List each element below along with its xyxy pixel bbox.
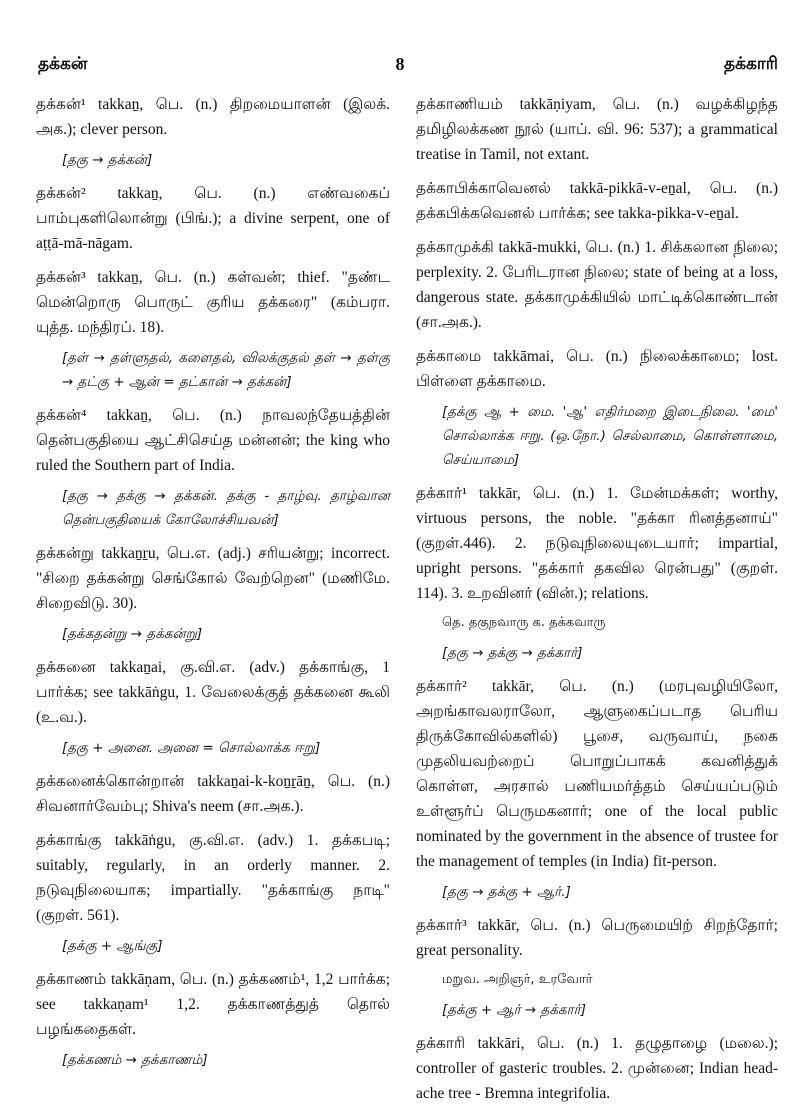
entry-text: தக்கனைக்கொன்றான் takkaṉai-k-koṉṟāṉ, பெ. (n.) சிவனார்வேம்பு; Shiva's neem (சா.அக.). xyxy=(36,773,390,815)
dictionary-entry xyxy=(36,828,390,958)
dictionary-entry xyxy=(416,1031,778,1106)
entry-etymology: [தக்கணம் → தக்காணம்] xyxy=(62,1052,208,1068)
dictionary-entry xyxy=(416,92,778,167)
left-column xyxy=(36,92,390,1115)
entry-etymology: [தகு + அனை. அனை = சொல்லாக்க ஈறு] xyxy=(62,740,321,756)
dictionary-entry xyxy=(416,344,778,472)
entry-etymology: [தகு → தக்கு → தக்கன். தக்கு - தாழ்வு. தாழ்வான தென்பகுதியைக் கோலோச்சியவன்] xyxy=(62,488,390,528)
entry-etymology: [தகு → தக்கு → தக்கார்] xyxy=(442,645,583,661)
dictionary-entry xyxy=(36,265,390,394)
entry-text: தக்காங்கு takkāṅgu, கு.வி.எ. (adv.) 1. தக்கபடி; suitably, regularly, in an orderly manner. 2. நடுவுநிலையாக; impartially. "தக்காங்கு நாடி" (குறள். 561). xyxy=(36,832,390,924)
dictionary-entry xyxy=(36,769,390,819)
entry-text: தக்காணம் takkāṇam, பெ. (n.) தக்கணம்¹, 1,2 பார்க்க; see takkaṇam¹ 1,2. தக்காணத்துத் தொல் பழங்கதைகள். xyxy=(36,971,390,1038)
entry-note: மறுவ. அறிஞர், உரவோர் xyxy=(442,972,593,987)
entry-text: தக்கன்¹ takkaṉ, பெ. (n.) திறமையாளன் (இலக். அக.); clever person. xyxy=(36,96,390,138)
dictionary-entry xyxy=(36,92,390,172)
entry-etymology: [தக்கு + ஆர் → தக்கார்] xyxy=(442,1002,586,1018)
page-number: 8 xyxy=(395,54,405,74)
entry-text: தக்கார்² takkār, பெ. (n.) (மரபுவழியிலோ, அறங்காவலராலோ, ஆளுகைப்படாத பெரிய திருக்கோவில்களில்) பூசை, வருவாய், நகை முதலியவற்றைப் பொறுப்பாகக் கவனித்துக் கொள்ள, அரசால் பணியமர்த்தம் செய்யப்படும் உள்ளூர்ப் பெருமகனார்; one of the local public nominated by the government in the absence of trustee for the management of temples (in India) fit-person. xyxy=(416,678,778,870)
entry-etymology: [தகு → தக்கு + ஆர்.] xyxy=(442,884,571,900)
dictionary-entry xyxy=(416,481,778,665)
dictionary-entry xyxy=(36,403,390,532)
entry-text: தக்காபிக்காவெனல் takkā-pikkā-v-eṉal, பெ. (n.) தக்கபிக்கவெனல் பார்க்க; see takka-pikka-v-eṉal. xyxy=(416,180,778,222)
entry-etymology: [தகு → தக்கன்] xyxy=(62,152,153,168)
entry-text: தக்கார்³ takkār, பெ. (n.) பெருமையிற் சிறந்தோர்; great personality. xyxy=(416,917,778,959)
entry-etymology: [தள் → தள்ளுதல், களைதல், விலக்குதல் தள் → தள்கு → தட்கு + ஆன் = தட்கான் → தக்கன்] xyxy=(62,350,390,390)
entry-text: தக்காரி takkāri, பெ. (n.) 1. தழுதாழை (மலை.); controller of gasteric troubles. 2. முன்னை; Indian head-ache tree - Bremna integrifolia. xyxy=(416,1035,778,1102)
entry-text: தக்கனை takkaṉai, கு.வி.எ. (adv.) தக்காங்கு, 1 பார்க்க; see takkāṅgu, 1. வேலைக்குத் தக்கனை கூலி (உ.வ.). xyxy=(36,659,390,726)
entry-text: தக்கன்⁴ takkaṉ, பெ. (n.) நாவலந்தேயத்தின் தென்பகுதியை ஆட்சிசெய்த மன்னன்; the king who ruled the Southern part of India. xyxy=(36,407,390,474)
dictionary-entry xyxy=(416,913,778,1022)
entry-text: தக்காணியம் takkāṇiyam, பெ. (n.) வழக்கிழந்த தமிழிலக்கண நூல் (யாப். வி. 96: 537); a grammatical treatise in Tamil, not extant. xyxy=(416,96,778,163)
dictionary-entry xyxy=(36,967,390,1072)
header-left-guide-word: தக்கன் xyxy=(38,54,88,74)
dictionary-entry xyxy=(36,541,390,646)
entry-text: தக்காமுக்கி takkā-mukki, பெ. (n.) 1. சிக்கலான நிலை; perplexity. 2. பேரிடரான நிலை; state of being at a loss, dangerous state. தக்காமுக்கியில் மாட்டிக்கொண்டான் (சா.அக.). xyxy=(416,239,778,331)
entry-etymology: [தக்கதன்று → தக்கன்று] xyxy=(62,626,203,642)
entry-text: தக்கன்³ takkaṉ, பெ. (n.) கள்வன்; thief. "தண்ட மென்றொரு பொருட் குரிய தக்கரை" (கம்பரா. யுத்த. மந்திரப். 18). xyxy=(36,269,390,336)
entry-text: தக்கன்று takkaṉṟu, பெ.எ. (adj.) சரியன்று; incorrect. "சிறை தக்கன்று செங்கோல் வேற்றென" (மணிமே. சிறைவிடு. 30). xyxy=(36,545,390,612)
entry-etymology: [தக்கு + ஆங்கு] xyxy=(62,938,163,954)
columns xyxy=(36,92,778,1115)
entry-text: தக்கார்¹ takkār, பெ. (n.) 1. மேன்மக்கள்; worthy, virtuous persons, the noble. "தக்கா ரினத்தனாய்" (குறள்.446). 2. நடுவுநிலையுடையார்; impartial, upright persons. "தக்கார் தகவில ரென்பது" (குறள். 114). 3. உறவினர் (வின்.); relations. xyxy=(416,485,778,602)
dictionary-entry xyxy=(416,176,778,226)
entry-text: தக்கன்² takkaṉ, பெ. (n.) எண்வகைப் பாம்புகளிலொன்று (பிங்.); a divine serpent, one of aṭṭā-mā-nāgam. xyxy=(36,185,390,252)
entry-etymology: [தக்கு ஆ + மை. 'ஆ' எதிர்மறை இடைநிலை. 'மை' சொல்லாக்க ஈறு. (ஒ.நோ.) செல்லாமை, கொள்ளாமை, செய்யாமை] xyxy=(442,404,778,468)
entry-note: தெ. தகுநவாரு க. தக்கவாரு xyxy=(442,615,606,630)
header-right-guide-word: தக்காரி xyxy=(724,54,778,74)
entry-text: தக்காமை takkāmai, பெ. (n.) நிலைக்காமை; lost. பிள்ளை தக்காமை. xyxy=(416,348,778,390)
dictionary-entry xyxy=(36,655,390,760)
dictionary-entry xyxy=(416,674,778,904)
dictionary-entry xyxy=(36,181,390,256)
right-column xyxy=(416,92,778,1115)
dictionary-entry xyxy=(416,235,778,335)
